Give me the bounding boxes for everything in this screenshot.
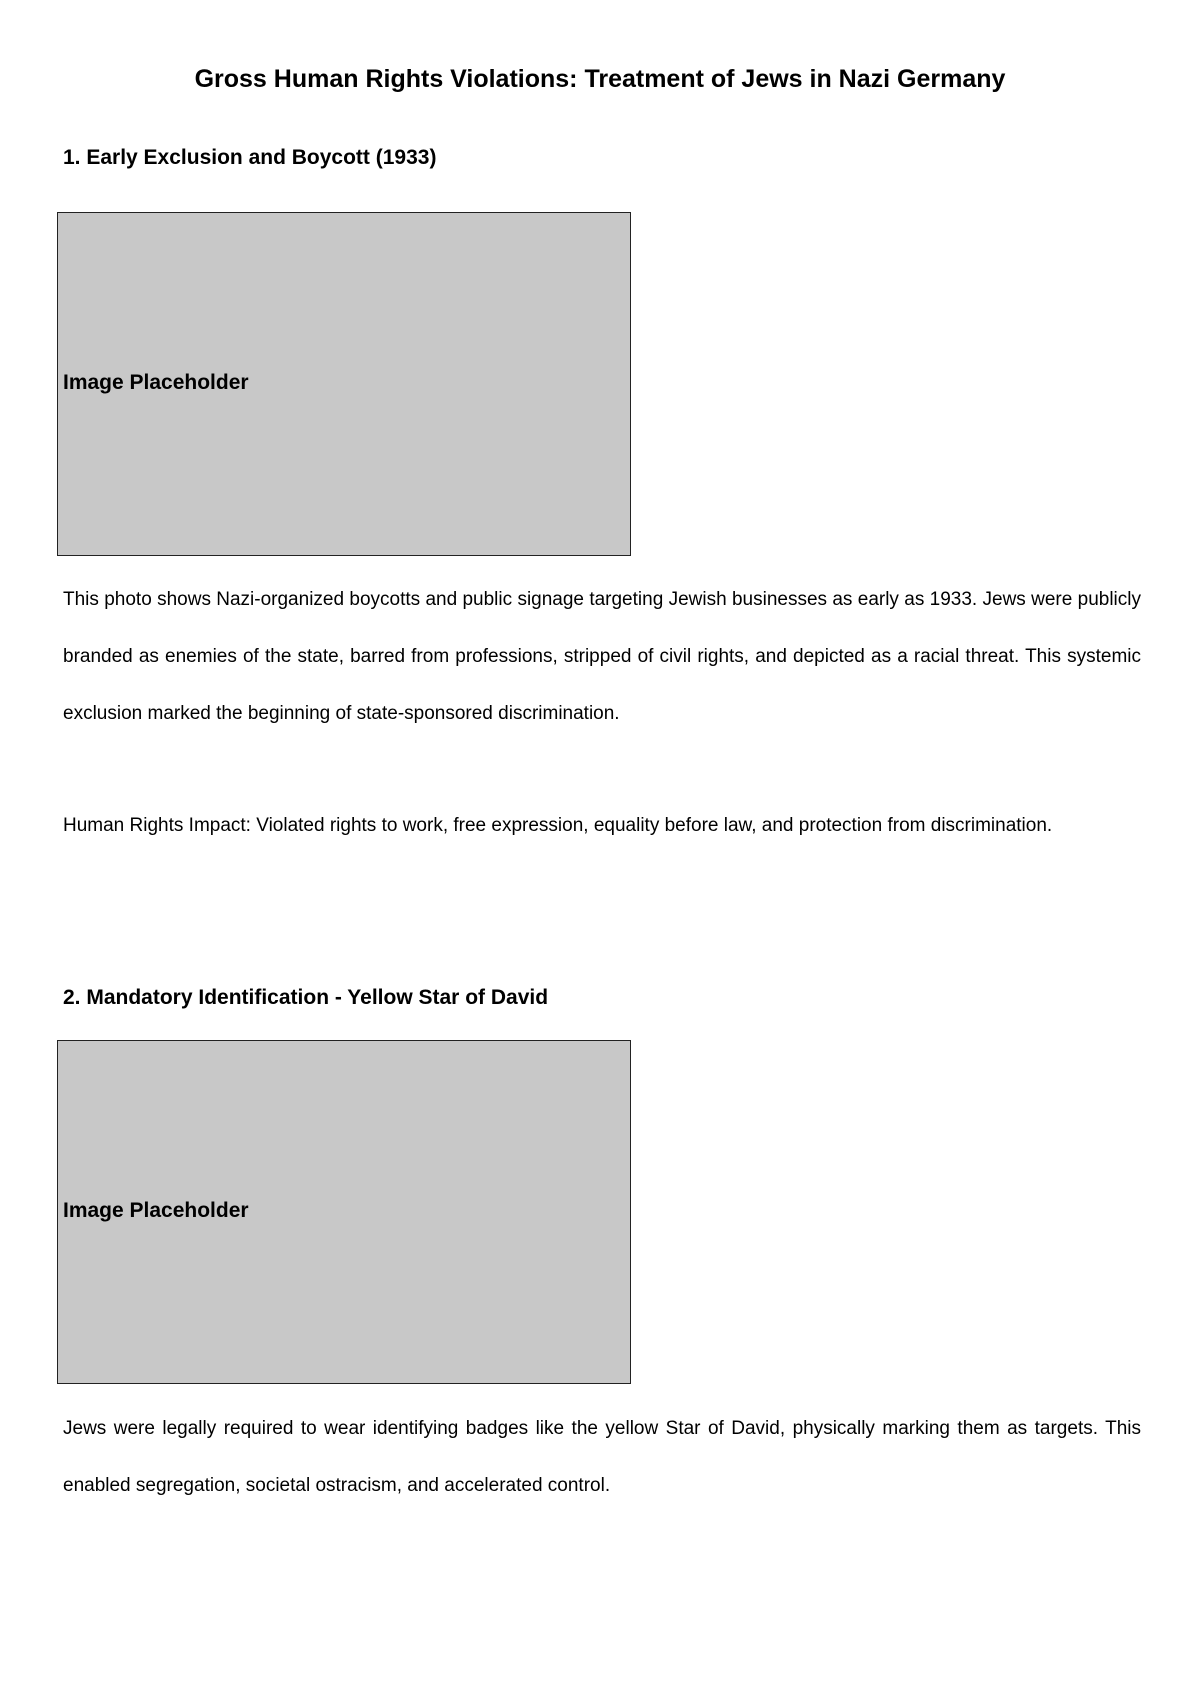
section-1-paragraph-description: This photo shows Nazi-organized boycotts and public signage targeting Jewish businesses as early as 1933. Jews were publicly branded as enemies of the state, barred from professions, stripped of civil rights, and depicted as a racial threat. This systemic exclusion marked the beginning of state-sponsored discrimination. <box>63 589 1141 724</box>
page-title: Gross Human Rights Violations: Treatment of Jews in Nazi Germany <box>194 65 1006 93</box>
section-heading-yellow-star: 2. Mandatory Identification - Yellow Star of David <box>63 986 549 1009</box>
image-placeholder-boycott <box>57 212 631 556</box>
section-1-paragraph-impact: Human Rights Impact: Violated rights to work, free expression, equality before law, and protection from discrimination. <box>63 815 1053 836</box>
section-heading-early-exclusion: 1. Early Exclusion and Boycott (1933) <box>63 146 437 169</box>
image-placeholder-yellow-star <box>57 1040 631 1384</box>
image-placeholder-label: Image Placeholder <box>63 1199 249 1222</box>
image-placeholder-label: Image Placeholder <box>63 371 249 394</box>
section-2-paragraph-description: Jews were legally required to wear identifying badges like the yellow Star of David, physically marking them as targets. This enabled segregation, societal ostracism, and accelerated control. <box>63 1418 1141 1496</box>
